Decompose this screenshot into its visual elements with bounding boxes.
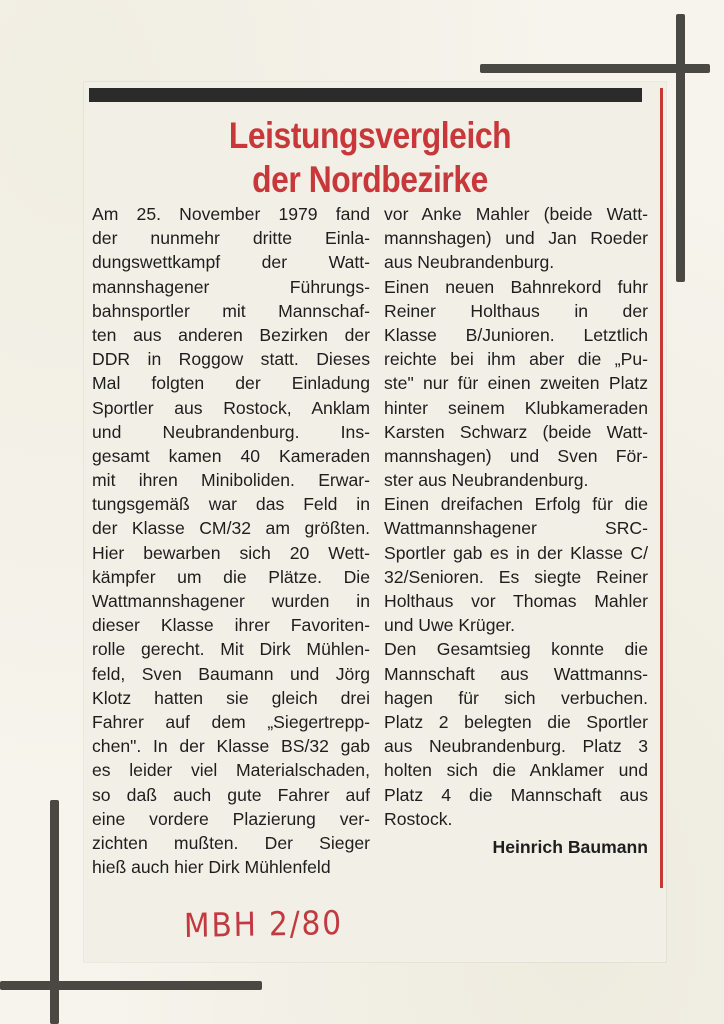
- text-line: Den Gesamtsieg konnte die: [384, 639, 648, 660]
- text-line: Platz 2 belegten die Sportler: [384, 711, 648, 732]
- text-line: DDR in Roggow statt. Dieses: [92, 349, 370, 370]
- text-line: Wattmannshagener wurden in: [92, 591, 370, 611]
- text-line: ten aus anderen Bezirken der: [92, 324, 370, 345]
- text-line: Karsten Schwarz (beide Watt-: [384, 421, 648, 442]
- text-line: ster aus Neubrandenburg.: [384, 470, 589, 491]
- text-line: Mannschaft aus Wattmanns-: [384, 663, 648, 684]
- crop-mark-top-right-vertical: [676, 14, 685, 282]
- text-line: hinter seinem Klubkameraden: [384, 397, 648, 418]
- text-line: zichten mußten. Der Sieger: [92, 832, 370, 853]
- text-line: Rostock.: [384, 808, 453, 829]
- article-headline: [181, 114, 559, 202]
- text-line: Mal folgten der Einladung: [92, 373, 370, 394]
- text-line: Fahrer auf dem „Siegertrepp-: [92, 711, 370, 732]
- red-column-rule: [660, 88, 663, 888]
- crop-mark-bottom-left-vertical: [50, 800, 59, 1024]
- article-author: Heinrich Baumann: [492, 836, 648, 857]
- text-line: Hier bewarben sich 20 Wett-: [92, 542, 370, 563]
- text-line: gesamt kamen 40 Kameraden: [92, 445, 370, 466]
- text-line: Einen neuen Bahnrekord fuhr: [384, 276, 648, 297]
- text-line: Reiner Holthaus in der: [384, 300, 648, 321]
- text-line: dungswettkampf der Watt-: [92, 252, 370, 273]
- text-line: reichte bei ihm aber die „Pu-: [384, 349, 648, 370]
- text-line: dieser Klasse ihrer Favoriten-: [92, 615, 370, 636]
- text-line: aus Neubrandenburg. Platz 3: [384, 736, 648, 757]
- text-line: der nunmehr dritte Einla-: [92, 228, 370, 249]
- text-line: Klotz hatten sie gleich drei: [92, 687, 370, 708]
- text-line: ste" nur für einen zweiten Platz: [384, 373, 648, 394]
- text-line: es leider viel Materialschaden,: [92, 760, 370, 781]
- text-line: hieß auch hier Dirk Mühlenfeld: [92, 857, 331, 878]
- text-line: bahnsportler mit Mannschaf-: [92, 300, 370, 321]
- text-line: Holthaus vor Thomas Mahler: [384, 591, 648, 611]
- text-line: kämpfer um die Plätze. Die: [92, 566, 370, 587]
- text-line: Klasse B/Junioren. Letztlich: [384, 324, 648, 345]
- text-line: der Klasse CM/32 am größten.: [92, 518, 370, 539]
- text-line: Sportler gab es in der Klasse C/: [384, 542, 648, 563]
- text-line: Platz 4 die Mannschaft aus: [384, 784, 648, 805]
- headline-line-2: der Nordbezirke: [252, 159, 488, 200]
- text-line: mannshagen) und Sven För-: [384, 445, 648, 466]
- text-line: tungsgemäß war das Feld in: [92, 494, 370, 515]
- text-line: Am 25. November 1979 fand: [92, 204, 370, 224]
- crop-mark-bottom-left-horizontal: [0, 981, 262, 990]
- text-line: rolle gerecht. Mit Dirk Mühlen-: [92, 639, 370, 660]
- text-line: Einen dreifachen Erfolg für die: [384, 494, 648, 515]
- headline-line-1: Leistungsvergleich: [228, 115, 512, 156]
- handwritten-note: MBH 2/80: [183, 902, 344, 945]
- text-line: mannshagen) und Jan Roeder: [384, 228, 648, 249]
- text-line: 32/Senioren. Es siegte Reiner: [384, 566, 648, 587]
- text-line: feld, Sven Baumann und Jörg: [92, 663, 370, 684]
- text-line: und Uwe Krüger.: [384, 615, 516, 636]
- text-line: aus Neubrandenburg.: [384, 252, 555, 273]
- text-line: Sportler aus Rostock, Anklam: [92, 397, 370, 418]
- text-line: vor Anke Mahler (beide Watt-: [384, 204, 648, 224]
- text-line: eine vordere Plazierung ver-: [92, 808, 370, 829]
- text-line: Wattmannshagener SRC-: [384, 518, 648, 539]
- text-line: mannshagener Führungs-: [92, 276, 370, 297]
- text-line: so daß auch gute Fahrer auf: [92, 784, 370, 805]
- text-line: hagen für sich verbuchen.: [384, 687, 648, 708]
- article-column-right: [384, 202, 648, 859]
- top-rule: [89, 88, 642, 102]
- text-line: mit ihren Miniboliden. Erwar-: [92, 470, 370, 491]
- text-line: chen". In der Klasse BS/32 gab: [92, 736, 370, 757]
- text-line: und Neubrandenburg. Ins-: [92, 421, 370, 442]
- text-line: holten sich die Anklamer und: [384, 760, 648, 781]
- article-column-left: [92, 202, 370, 879]
